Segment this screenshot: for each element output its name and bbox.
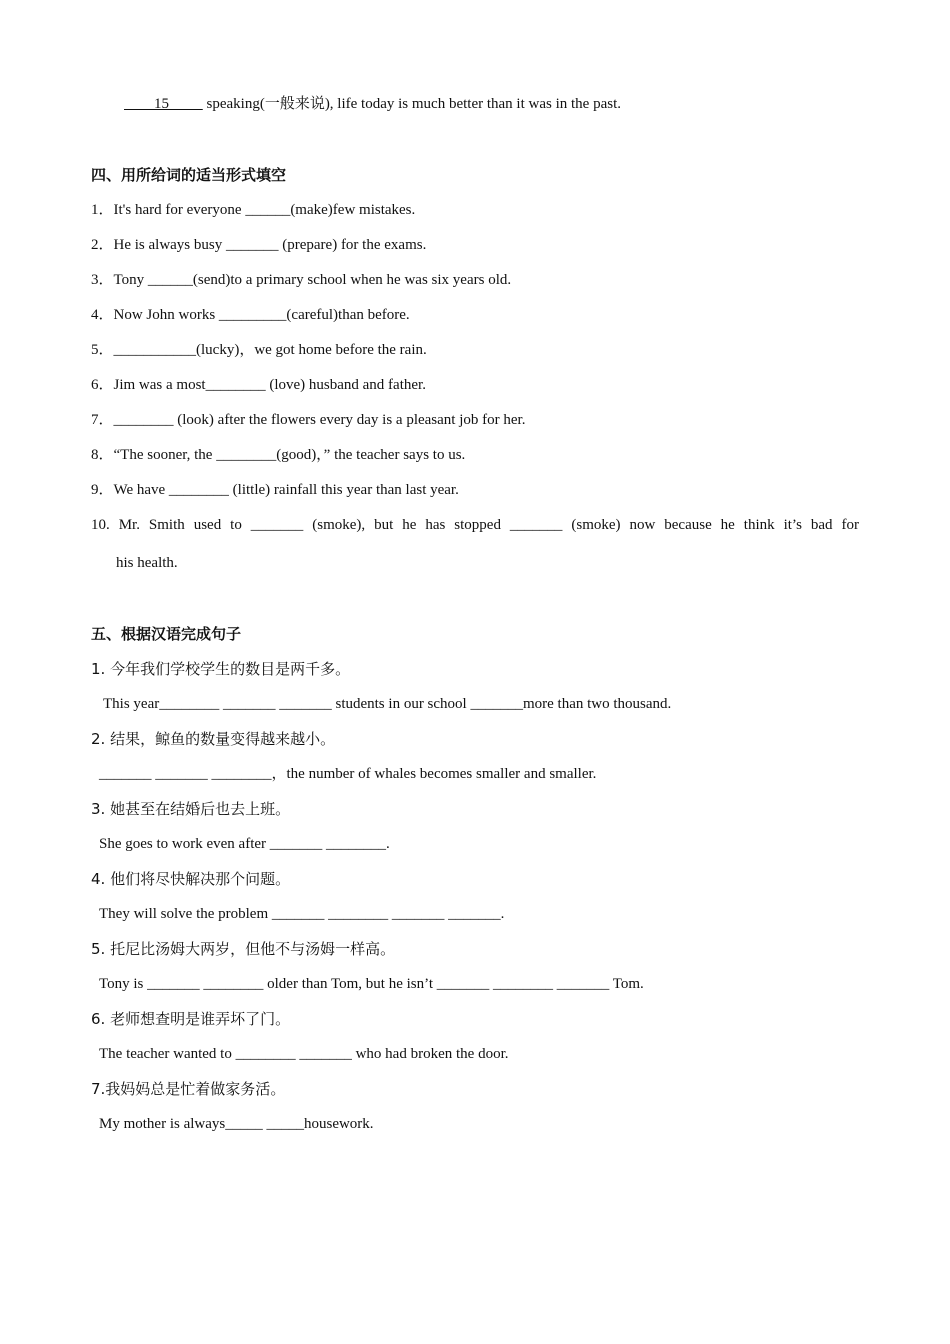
s5-item-4-english: They will solve the problem _______ ________ _______ _______. (99, 906, 505, 922)
s5-item-1-chinese: 1. 今年我们学校学生的数目是两千多。 (91, 660, 351, 678)
s4-item-10-continued: his health. (116, 555, 178, 571)
s4-item-10: 10. Mr. Smith used to _______ (smoke), but he has stopped _______ (smoke) now because he think it’s bad for (91, 517, 859, 533)
s4-item-9: 9．We have ________ (little) rainfall this year than last year. (91, 482, 459, 498)
s4-item-1: 1．It's hard for everyone ______(make)few mistakes. (91, 202, 416, 218)
s5-item-3-chinese: 3. 她甚至在结婚后也去上班。 (91, 800, 291, 818)
s5-item-7-chinese: 7.我妈妈总是忙着做家务活。 (91, 1080, 286, 1098)
section-5-heading: 五、根据汉语完成句子 (91, 625, 242, 643)
blank-15: 15 (154, 96, 169, 112)
top-sentence (124, 94, 621, 114)
section-4-heading: 四、用所给词的适当形式填空 (91, 166, 287, 184)
s4-item-3: 3．Tony ______(send)to a primary school when he was six years old. (91, 272, 512, 288)
top-sentence-text: speaking(一般来说), life today is much better than it was in the past. (206, 96, 621, 112)
s5-item-7-english: My mother is always_____ _____housework. (99, 1116, 374, 1132)
s4-item-6: 6．Jim was a most________ (love) husband and father. (91, 377, 426, 393)
s5-item-6-english: The teacher wanted to ________ _______ who had broken the door. (99, 1046, 509, 1062)
s4-item-8: 8．“The sooner, the ________(good)，” the teacher says to us. (91, 447, 466, 463)
s5-item-6-chinese: 6. 老师想查明是谁弄坏了门。 (91, 1010, 291, 1028)
s5-item-3-english: She goes to work even after _______ ________. (99, 836, 390, 852)
s5-item-4-chinese: 4. 他们将尽快解决那个问题。 (91, 870, 291, 888)
s5-item-2-chinese: 2. 结果，鲸鱼的数量变得越来越小。 (91, 730, 336, 748)
s4-item-4: 4．Now John works _________(careful)than before. (91, 307, 410, 323)
s4-item-7: 7．________ (look) after the flowers every day is a pleasant job for her. (91, 412, 526, 428)
s5-item-5-english: Tony is _______ ________ older than Tom, but he isn’t _______ ________ _______ Tom. (99, 976, 644, 992)
s4-item-2: 2．He is always busy _______ (prepare) for the exams. (91, 237, 427, 253)
s5-item-5-chinese: 5. 托尼比汤姆大两岁，但他不与汤姆一样高。 (91, 940, 396, 958)
s5-item-2-english: _______ _______ ________，the number of whales becomes smaller and smaller. (99, 766, 597, 782)
s5-item-1-english: This year________ _______ _______ students in our school _______more than two thousand. (103, 696, 672, 712)
s4-item-5: 5．___________(lucky)，we got home before the rain. (91, 342, 427, 358)
